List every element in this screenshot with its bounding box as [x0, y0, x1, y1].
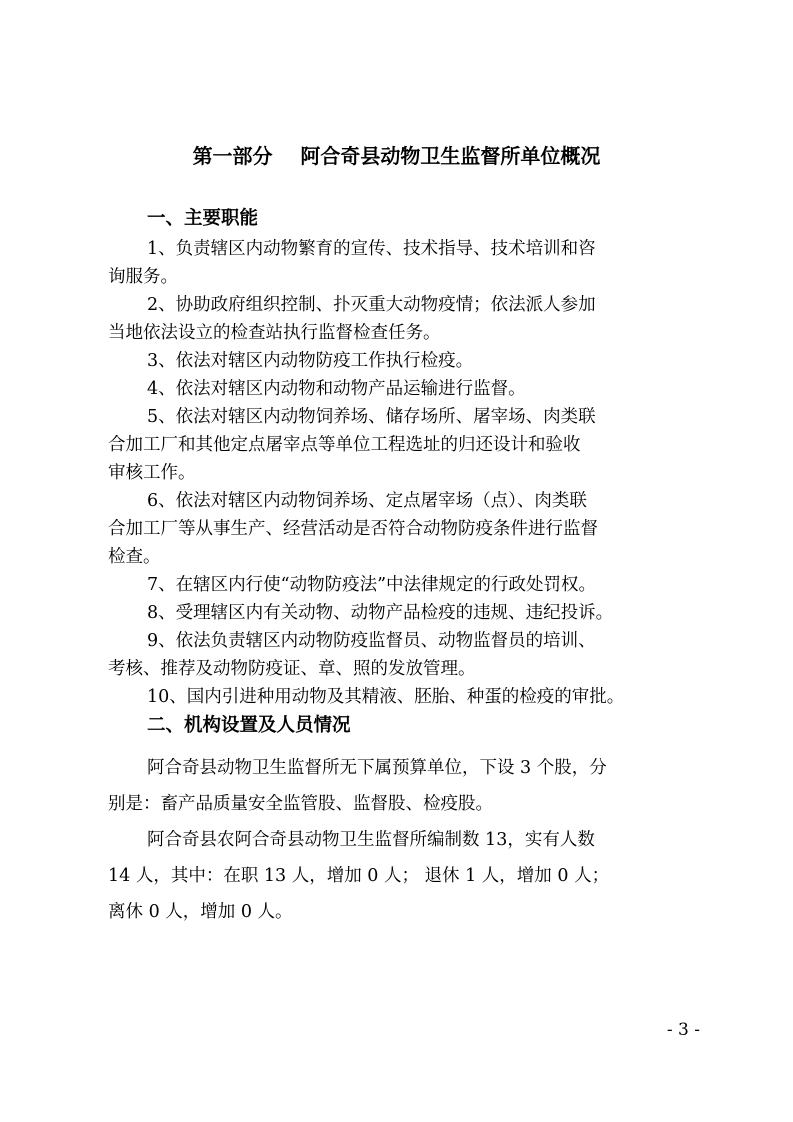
page-number: - 3 - — [666, 1020, 700, 1040]
paragraph-line: 询服务。 — [108, 267, 178, 287]
paragraph-line: 检查。 — [108, 547, 161, 567]
section-heading-organization: 二、机构设置及人员情况 — [147, 715, 351, 736]
paragraph-line: 4、依法对辖区内动物和动物产品运输进行监督。 — [147, 379, 526, 399]
paragraph-line: 6、依法对辖区内动物饲养场、定点屠宰场（点）、肉类联 — [147, 491, 587, 511]
paragraph-line: 10、国内引进种用动物及其精液、胚胎、种蛋的检疫的审批。 — [147, 687, 625, 707]
section-heading-main-functions: 一、主要职能 — [147, 208, 259, 229]
paragraph-line: 阿合奇县农阿合奇县动物卫生监督所编制数 13，实有人数 — [147, 830, 595, 850]
paragraph-line: 9、依法负责辖区内动物防疫监督员、动物监督员的培训、 — [147, 631, 596, 651]
paragraph-line: 14 人，其中：在职 13 人，增加 0 人； 退休 1 人，增加 0 人； — [108, 866, 610, 886]
paragraph-line: 阿合奇县动物卫生监督所无下属预算单位，下设 3 个股，分 — [147, 758, 607, 778]
paragraph-line: 别是：畜产品质量安全监管股、监督股、检疫股。 — [108, 794, 493, 814]
paragraph-line: 7、在辖区内行使“动物防疫法”中法律规定的行政处罚权。 — [147, 575, 597, 595]
paragraph-line: 1、负责辖区内动物繁育的宣传、技术指导、技术培训和咨 — [147, 239, 596, 259]
paragraph-line: 合加工厂等从事生产、经营活动是否符合动物防疫条件进行监督 — [108, 519, 598, 539]
page-title: 第一部分 阿合奇县动物卫生监督所单位概况 — [192, 144, 601, 168]
paragraph-line: 2、协助政府组织控制、扑灭重大动物疫情；依法派人参加 — [147, 295, 596, 315]
paragraph-line: 审核工作。 — [108, 463, 196, 483]
paragraph-line: 5、依法对辖区内动物饲养场、储存场所、屠宰场、肉类联 — [147, 407, 596, 427]
paragraph-line: 3、依法对辖区内动物防疫工作执行检疫。 — [147, 351, 474, 371]
paragraph-line: 合加工厂和其他定点屠宰点等单位工程选址的归还设计和验收 — [108, 435, 581, 455]
paragraph-line: 8、受理辖区内有关动物、动物产品检疫的违规、违纪投诉。 — [147, 603, 614, 623]
paragraph-line: 离休 0 人，增加 0 人。 — [108, 902, 293, 922]
paragraph-line: 当地依法设立的检查站执行监督检查任务。 — [108, 323, 441, 343]
paragraph-line: 考核、推荐及动物防疫证、章、照的发放管理。 — [108, 659, 476, 679]
